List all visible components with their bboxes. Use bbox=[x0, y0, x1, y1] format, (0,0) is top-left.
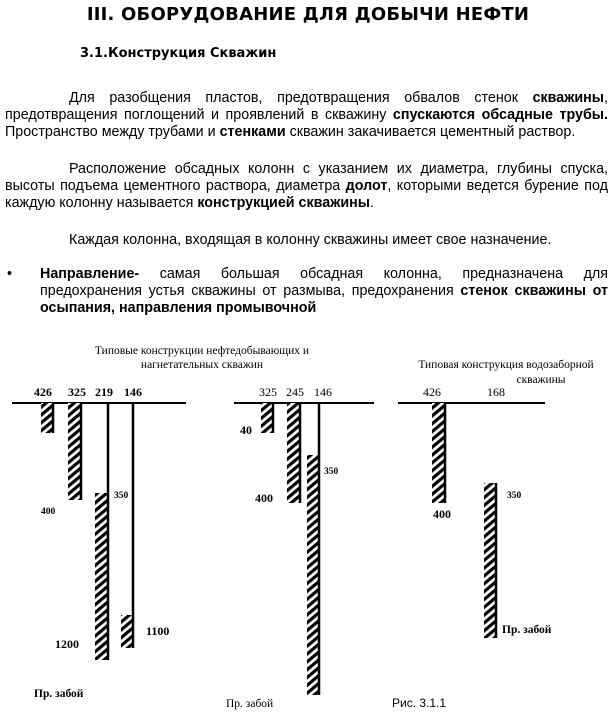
well-3-diameter-2: 168 bbox=[487, 385, 505, 399]
well-1-depth-1100: 1100 bbox=[146, 624, 170, 638]
paragraph-3: Каждая колонна, входящая в колонну скважины имеет свое назначение. bbox=[69, 232, 552, 248]
well-2 bbox=[226, 385, 374, 710]
well-construction-figure bbox=[0, 330, 616, 728]
well-1-hatch-146 bbox=[121, 615, 133, 648]
well-3-hatch-168 bbox=[484, 483, 496, 638]
paragraph-1 bbox=[5, 90, 608, 141]
bullet-text bbox=[40, 266, 608, 317]
paragraph-2 bbox=[5, 161, 608, 212]
well-1-diameter-2: 325 bbox=[68, 385, 86, 399]
well-3 bbox=[398, 385, 552, 638]
figure-caption: Рис. 3.1.1 bbox=[392, 696, 447, 710]
chapter-title: III. ОБОРУДОВАНИЕ ДЛЯ ДОБЫЧИ НЕФТИ bbox=[86, 4, 530, 25]
well-2-hatch-325 bbox=[261, 403, 273, 433]
p2-text-d: конструкцией скважины bbox=[197, 195, 370, 211]
p1-text-f: обсадные трубы. bbox=[481, 107, 608, 123]
p1-text-a: Для разобщения пластов, предотвращения обвалов стенок bbox=[69, 90, 533, 106]
well-1-diameter-1: 426 bbox=[34, 385, 52, 399]
bullet-dot: • bbox=[7, 266, 13, 282]
well-3-depth-400: 400 bbox=[433, 507, 451, 521]
well-2-hatch-245 bbox=[287, 403, 300, 503]
figure-title-left-line1: Типовые конструкции нефтедобывающих и bbox=[94, 345, 310, 357]
p2-text-e: . bbox=[370, 195, 374, 211]
well-2-depth-350: 350 bbox=[324, 467, 339, 477]
p2-text-a: Расположение обсадных колонн с указанием их диаметра, глубины спуска, высоты подъема цементного раствора, диаметра bbox=[5, 161, 608, 194]
well-1-hatch-325 bbox=[68, 403, 81, 500]
well-2-diameter-2: 245 bbox=[286, 385, 304, 399]
p1-text-c: , предотвращения поглощений и проявлений в скважину bbox=[5, 90, 608, 123]
well-1-hatch-219 bbox=[95, 493, 108, 660]
well-1-depth-400: 400 bbox=[41, 507, 56, 517]
p1-text-d: спускаются bbox=[392, 107, 476, 123]
well-3-bottom-label: Пр. забой bbox=[502, 624, 552, 636]
well-1-depth-1200: 1200 bbox=[55, 637, 79, 651]
well-2-diameter-1: 325 bbox=[259, 385, 277, 399]
well-1 bbox=[12, 385, 186, 700]
p1-text-i: скважин закачивается цементный раствор. bbox=[285, 124, 576, 140]
figure-title-right-line1: Типовая конструкция водозаборной bbox=[418, 359, 594, 371]
figure-title-right-line2: скважины bbox=[516, 374, 566, 386]
p1-text-h: стенками bbox=[219, 124, 286, 140]
bullet-text-c: стенок скважины от осыпания, направления промывочной bbox=[40, 283, 608, 316]
bullet-text-b: самая большая обсадная колонна, предназначена для предохранения устья скважины от размыва, предохранения bbox=[40, 266, 608, 299]
well-2-hatch-146 bbox=[307, 455, 319, 695]
section-title: 3.1.Конструкция Скважин bbox=[80, 46, 277, 61]
well-3-diameter-1: 426 bbox=[423, 385, 441, 399]
well-3-hatch-426 bbox=[432, 403, 445, 503]
p2-text-c: , которыми ведется бурение под каждую колонну называется bbox=[5, 178, 608, 211]
figure-title-left-line2: нагнетательных скважин bbox=[140, 359, 264, 371]
p1-text-b: скважины bbox=[532, 90, 605, 106]
p2-text-b: долот bbox=[345, 178, 388, 194]
well-1-bottom-label: Пр. забой bbox=[34, 688, 84, 700]
well-2-depth-40: 40 bbox=[240, 423, 252, 437]
well-1-diameter-4: 146 bbox=[124, 385, 142, 399]
well-3-depth-350: 350 bbox=[507, 491, 522, 501]
well-1-diameter-3: 219 bbox=[95, 385, 113, 399]
well-1-depth-350: 350 bbox=[114, 491, 129, 501]
p1-text-g: Пространство между трубами и bbox=[5, 124, 220, 140]
well-2-depth-400: 400 bbox=[255, 491, 273, 505]
well-2-bottom-label: Пр. забой bbox=[226, 698, 274, 710]
bullet-term: Направление- bbox=[40, 266, 140, 282]
well-1-hatch-426 bbox=[41, 403, 53, 433]
well-2-diameter-3: 146 bbox=[314, 385, 332, 399]
